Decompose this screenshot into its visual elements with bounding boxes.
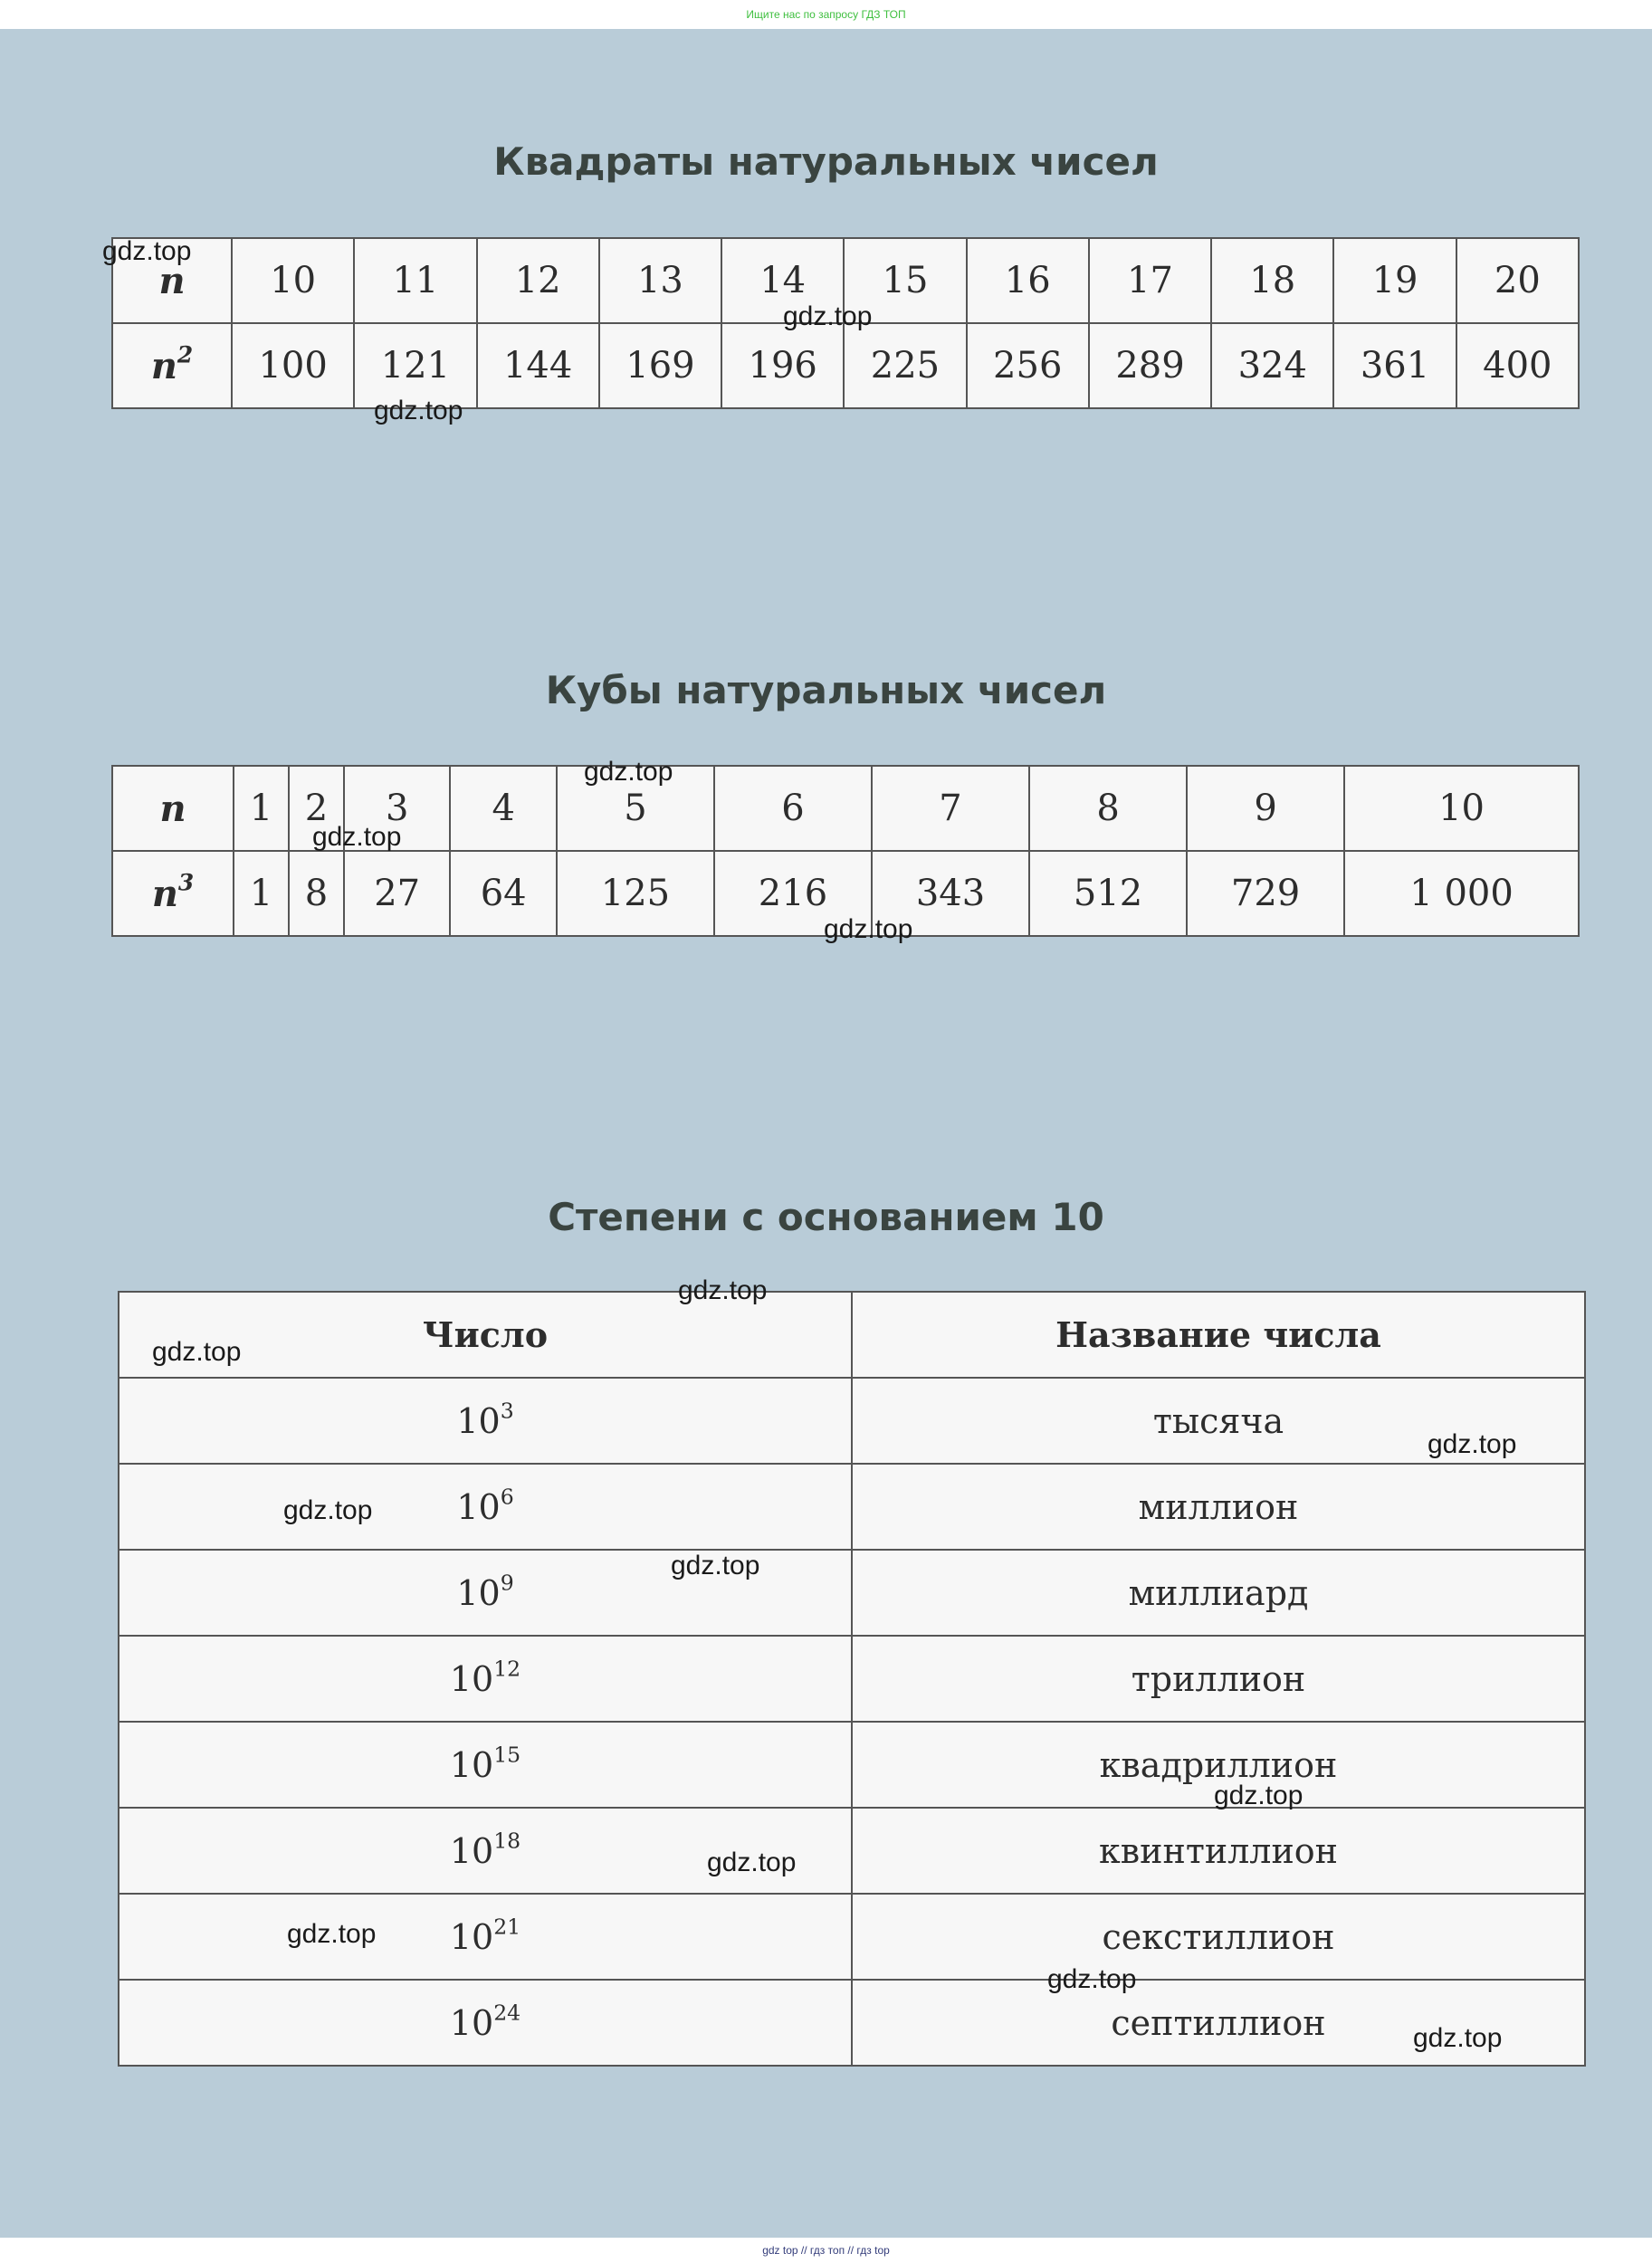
power-name: миллион [852, 1464, 1585, 1550]
squares-n-cell: 16 [967, 238, 1089, 323]
watermark: gdz.top [783, 301, 873, 331]
watermark: gdz.top [707, 1848, 797, 1877]
squares-n2-label [112, 323, 232, 408]
watermark: gdz.top [1214, 1781, 1303, 1810]
squares-value-cell: 324 [1211, 323, 1333, 408]
cubes-value-cell: 216 [714, 851, 872, 936]
powers-row [119, 1980, 1585, 2066]
power-base: 10 [456, 1400, 501, 1441]
squares-value-row [112, 323, 1579, 408]
squares-value-cell: 225 [844, 323, 966, 408]
squares-value-cell: 361 [1333, 323, 1456, 408]
watermark: gdz.top [312, 822, 402, 852]
cubes-n-cell: 9 [1187, 766, 1344, 851]
power-base: 10 [449, 1658, 494, 1699]
power-base: 10 [456, 1486, 501, 1527]
powers-row [119, 1808, 1585, 1894]
power-base: 10 [456, 1572, 501, 1613]
squares-n-cell: 19 [1333, 238, 1456, 323]
squares-value-cell: 169 [599, 323, 721, 408]
power-exp: 18 [493, 1828, 521, 1854]
watermark: gdz.top [824, 914, 913, 944]
squares-n-cell: 10 [232, 238, 354, 323]
power-name: септиллион [852, 1980, 1585, 2066]
squares-value-cell: 196 [721, 323, 844, 408]
power-exp: 9 [500, 1570, 514, 1596]
cubes-n-cell: 3 [344, 766, 451, 851]
cubes-n-cell: 7 [872, 766, 1029, 851]
powers-title: Степени с основанием 10 [548, 1195, 1104, 1239]
power-name: тысяча [852, 1378, 1585, 1464]
cubes-value-cell: 343 [872, 851, 1029, 936]
powers-col-number: Число [119, 1292, 852, 1378]
squares-value-cell: 289 [1089, 323, 1211, 408]
watermark: gdz.top [1428, 1429, 1517, 1459]
cubes-value-cell: 27 [344, 851, 451, 936]
cubes-n-cell: 6 [714, 766, 872, 851]
squares-value-cell: 400 [1456, 323, 1579, 408]
watermark: gdz.top [152, 1337, 242, 1367]
cubes-n-cell: 5 [557, 766, 714, 851]
power-name: миллиард [852, 1550, 1585, 1636]
watermark: gdz.top [102, 236, 192, 266]
cubes-value-cell: 1 [234, 851, 289, 936]
squares-n-cell: 20 [1456, 238, 1579, 323]
squares-n2-base: n [150, 344, 177, 387]
cubes-n-cell: 2 [289, 766, 344, 851]
power-exp: 12 [493, 1656, 521, 1682]
cubes-value-cell: 8 [289, 851, 344, 936]
powers-header-row [119, 1292, 1585, 1378]
power-name: триллион [852, 1636, 1585, 1722]
watermark: gdz.top [283, 1495, 373, 1525]
cubes-n-cell: 10 [1344, 766, 1579, 851]
cubes-value-cell: 64 [450, 851, 557, 936]
squares-n-cell: 17 [1089, 238, 1211, 323]
power-exp: 24 [493, 2000, 521, 2026]
power-base: 10 [449, 1744, 494, 1785]
power-base: 10 [449, 1916, 494, 1957]
squares-n-cell: 14 [721, 238, 844, 323]
squares-value-cell: 121 [354, 323, 476, 408]
cubes-value-cell: 512 [1029, 851, 1187, 936]
watermark: gdz.top [584, 757, 673, 787]
watermark: gdz.top [1413, 2023, 1503, 2053]
power-exp: 3 [500, 1398, 514, 1424]
power-name: секстиллион [852, 1894, 1585, 1980]
cubes-n3-base: n [151, 872, 178, 915]
cubes-n-label: n [112, 766, 234, 851]
power-cell [119, 1378, 852, 1464]
bottom-banner: gdz top // гдз топ // гдз top [0, 2238, 1652, 2263]
cubes-n-cell: 1 [234, 766, 289, 851]
squares-value-cell: 256 [967, 323, 1089, 408]
power-exp: 15 [493, 1742, 521, 1768]
watermark: gdz.top [678, 1275, 768, 1305]
cubes-n3-exp: 3 [177, 869, 195, 896]
top-banner: Ищите нас по запросу ГДЗ ТОП [0, 0, 1652, 29]
power-cell [119, 1464, 852, 1550]
squares-n-label: n [112, 238, 232, 323]
squares-n-cell: 18 [1211, 238, 1333, 323]
power-name: квадриллион [852, 1722, 1585, 1808]
powers-row [119, 1378, 1585, 1464]
squares-n-cell: 13 [599, 238, 721, 323]
squares-n-cell: 15 [844, 238, 966, 323]
cubes-value-cell: 729 [1187, 851, 1344, 936]
cubes-n3-label [112, 851, 234, 936]
squares-value-cell: 100 [232, 323, 354, 408]
cubes-value-cell: 1 000 [1344, 851, 1579, 936]
powers-row [119, 1550, 1585, 1636]
squares-value-cell: 144 [477, 323, 599, 408]
power-base: 10 [449, 1830, 494, 1871]
powers-row [119, 1636, 1585, 1722]
textbook-page [0, 29, 1652, 2238]
power-exp: 21 [493, 1914, 521, 1940]
watermark: gdz.top [671, 1551, 760, 1580]
power-exp: 6 [500, 1484, 514, 1510]
watermark: gdz.top [1047, 1964, 1137, 1994]
squares-n2-exp: 2 [177, 341, 194, 368]
powers-col-name: Название числа [852, 1292, 1585, 1378]
cubes-title: Кубы натуральных чисел [545, 668, 1107, 712]
squares-title: Квадраты натуральных чисел [493, 139, 1159, 184]
squares-n-cell: 11 [354, 238, 476, 323]
powers-table [118, 1291, 1586, 2067]
powers-row [119, 1722, 1585, 1808]
power-cell [119, 1636, 852, 1722]
power-base: 10 [449, 2002, 494, 2043]
power-name: квинтиллион [852, 1808, 1585, 1894]
power-cell [119, 1894, 852, 1980]
watermark: gdz.top [374, 396, 463, 425]
cubes-n-cell: 4 [450, 766, 557, 851]
cubes-value-cell: 125 [557, 851, 714, 936]
squares-n-cell: 12 [477, 238, 599, 323]
power-cell [119, 1722, 852, 1808]
cubes-n-cell: 8 [1029, 766, 1187, 851]
watermark: gdz.top [287, 1919, 377, 1949]
power-cell [119, 1980, 852, 2066]
